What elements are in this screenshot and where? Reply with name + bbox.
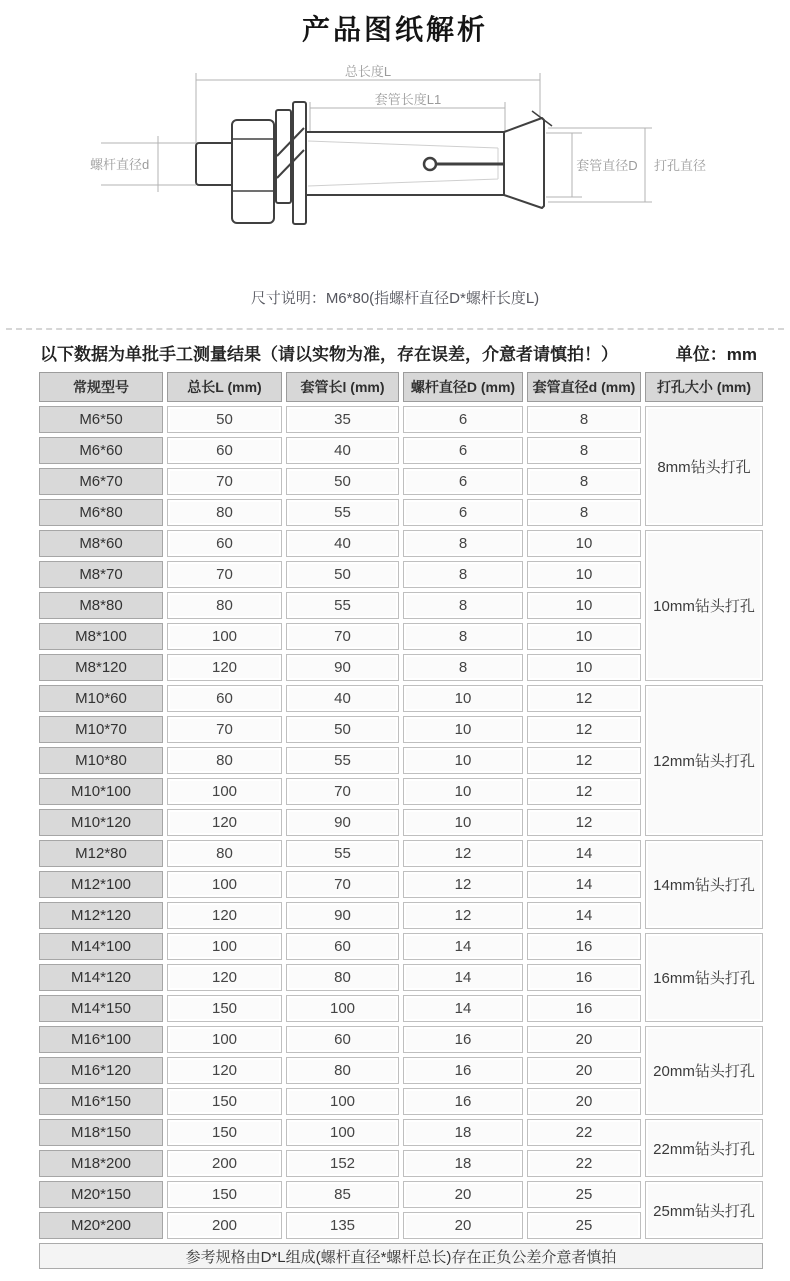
sleeve-length-cell: 40 — [286, 530, 399, 557]
table-footer-note: 参考规格由D*L组成(螺杆直径*螺杆总长)存在正负公差介意者慎拍 — [39, 1243, 763, 1269]
drill-size-cell: 25mm钻头打孔 — [645, 1181, 763, 1239]
model-cell: M6*80 — [39, 499, 163, 526]
table-row — [39, 1181, 763, 1208]
model-cell: M10*70 — [39, 716, 163, 743]
model-cell: M14*150 — [39, 995, 163, 1022]
screw-diameter-cell: 8 — [403, 530, 523, 557]
table-row — [39, 406, 763, 433]
anchor-bolt-diagram — [0, 60, 790, 275]
bolt-end-stub — [196, 143, 234, 185]
sleeve-diameter-cell: 10 — [527, 654, 641, 681]
screw-diameter-cell: 10 — [403, 716, 523, 743]
sleeve-length-cell: 152 — [286, 1150, 399, 1177]
table-row — [39, 1026, 763, 1053]
model-cell: M20*150 — [39, 1181, 163, 1208]
sleeve-diameter-cell: 22 — [527, 1150, 641, 1177]
sleeve-length-cell: 90 — [286, 902, 399, 929]
sleeve-length-cell: 50 — [286, 716, 399, 743]
sleeve-diameter-cell: 20 — [527, 1057, 641, 1084]
model-cell: M10*80 — [39, 747, 163, 774]
screw-diameter-cell: 10 — [403, 809, 523, 836]
sleeve-diameter-cell: 10 — [527, 623, 641, 650]
sleeve-length-cell: 70 — [286, 778, 399, 805]
total-length-cell: 100 — [167, 1026, 282, 1053]
flat-washer-flange — [293, 102, 306, 224]
total-length-cell: 80 — [167, 499, 282, 526]
total-length-cell: 120 — [167, 964, 282, 991]
model-cell: M8*100 — [39, 623, 163, 650]
drill-size-cell: 22mm钻头打孔 — [645, 1119, 763, 1177]
total-length-cell: 120 — [167, 654, 282, 681]
total-length-cell: 60 — [167, 437, 282, 464]
drill-size-cell: 8mm钻头打孔 — [645, 406, 763, 526]
screw-diameter-cell: 8 — [403, 623, 523, 650]
screw-diameter-cell: 12 — [403, 902, 523, 929]
total-length-cell: 150 — [167, 995, 282, 1022]
total-length-cell: 200 — [167, 1212, 282, 1239]
model-cell: M16*100 — [39, 1026, 163, 1053]
table-row — [39, 840, 763, 867]
screw-diameter-cell: 6 — [403, 468, 523, 495]
measure-note: 以下数据为单批手工测量结果（请以实物为准，存在误差，介意者请慎拍！） — [40, 345, 618, 364]
sleeve-length-cell: 100 — [286, 995, 399, 1022]
model-cell: M8*60 — [39, 530, 163, 557]
total-length-cell: 70 — [167, 561, 282, 588]
column-header-2: 套管长l (mm) — [286, 372, 399, 402]
sleeve-length-cell: 90 — [286, 654, 399, 681]
drill-size-cell: 20mm钻头打孔 — [645, 1026, 763, 1115]
sleeve-diameter-cell: 8 — [527, 468, 641, 495]
screw-diameter-cell: 18 — [403, 1119, 523, 1146]
model-cell: M16*120 — [39, 1057, 163, 1084]
sleeve-length-cell: 50 — [286, 468, 399, 495]
column-header-0: 常规型号 — [39, 372, 163, 402]
screw-diameter-cell: 8 — [403, 654, 523, 681]
screw-diameter-cell: 10 — [403, 685, 523, 712]
screw-diameter-cell: 14 — [403, 933, 523, 960]
total-length-cell: 200 — [167, 1150, 282, 1177]
total-length-cell: 80 — [167, 747, 282, 774]
screw-diameter-cell: 12 — [403, 840, 523, 867]
total-length-cell: 120 — [167, 1057, 282, 1084]
total-length-cell: 80 — [167, 840, 282, 867]
drill-size-cell: 12mm钻头打孔 — [645, 685, 763, 836]
sleeve-diameter-cell: 12 — [527, 809, 641, 836]
screw-diameter-cell: 14 — [403, 964, 523, 991]
model-cell: M14*100 — [39, 933, 163, 960]
column-header-3: 螺杆直径D (mm) — [403, 372, 523, 402]
total-length-cell: 50 — [167, 406, 282, 433]
drill-size-cell: 10mm钻头打孔 — [645, 530, 763, 681]
screw-diameter-cell: 16 — [403, 1026, 523, 1053]
sleeve-length-cell: 55 — [286, 499, 399, 526]
model-cell: M14*120 — [39, 964, 163, 991]
hex-nut — [232, 120, 274, 223]
sleeve-length-cell: 100 — [286, 1119, 399, 1146]
sleeve-diameter-cell: 22 — [527, 1119, 641, 1146]
sleeve-length-label: 套管长度L1 — [374, 92, 442, 107]
total-length-cell: 100 — [167, 933, 282, 960]
sleeve-diameter-cell: 20 — [527, 1088, 641, 1115]
screw-diameter-cell: 10 — [403, 778, 523, 805]
table-row — [39, 530, 763, 557]
total-length-label: 总长度L — [344, 64, 392, 79]
sleeve-length-cell: 40 — [286, 437, 399, 464]
sleeve-length-cell: 100 — [286, 1088, 399, 1115]
total-length-cell: 70 — [167, 468, 282, 495]
anchor-bolt-shape — [196, 102, 552, 224]
screw-diameter-label: 螺杆直径d — [90, 157, 150, 172]
total-length-cell: 150 — [167, 1119, 282, 1146]
table-header-row — [39, 372, 763, 402]
screw-diameter-cell: 16 — [403, 1057, 523, 1084]
model-cell: M10*120 — [39, 809, 163, 836]
spring-washer — [276, 110, 291, 203]
model-cell: M18*200 — [39, 1150, 163, 1177]
sleeve-length-cell: 60 — [286, 1026, 399, 1053]
sleeve-length-cell: 85 — [286, 1181, 399, 1208]
model-cell: M16*150 — [39, 1088, 163, 1115]
sleeve-diameter-cell: 12 — [527, 778, 641, 805]
sleeve-diameter-cell: 12 — [527, 685, 641, 712]
model-cell: M10*100 — [39, 778, 163, 805]
sleeve-length-cell: 55 — [286, 747, 399, 774]
model-cell: M12*100 — [39, 871, 163, 898]
screw-diameter-cell: 20 — [403, 1181, 523, 1208]
total-length-cell: 150 — [167, 1088, 282, 1115]
sleeve-diameter-cell: 16 — [527, 933, 641, 960]
sleeve-diameter-cell: 16 — [527, 995, 641, 1022]
model-cell: M12*120 — [39, 902, 163, 929]
model-cell: M8*120 — [39, 654, 163, 681]
table-row — [39, 685, 763, 712]
screw-diameter-cell: 12 — [403, 871, 523, 898]
table-row — [39, 933, 763, 960]
total-length-cell: 60 — [167, 685, 282, 712]
model-cell: M6*70 — [39, 468, 163, 495]
sleeve-length-cell: 90 — [286, 809, 399, 836]
sleeve-length-cell: 35 — [286, 406, 399, 433]
sleeve-length-cell: 55 — [286, 840, 399, 867]
column-header-5: 打孔大小 (mm) — [645, 372, 763, 402]
total-length-cell: 60 — [167, 530, 282, 557]
sleeve-diameter-cell: 10 — [527, 561, 641, 588]
table-caption — [0, 340, 790, 365]
column-header-1: 总长L (mm) — [167, 372, 282, 402]
hole-diameter-label: 打孔直径 — [653, 158, 707, 173]
screw-diameter-cell: 8 — [403, 592, 523, 619]
total-length-cell: 80 — [167, 592, 282, 619]
sleeve-diameter-cell: 25 — [527, 1212, 641, 1239]
sleeve-diameter-cell: 14 — [527, 902, 641, 929]
sleeve-length-cell: 70 — [286, 623, 399, 650]
model-cell: M6*50 — [39, 406, 163, 433]
model-cell: M8*80 — [39, 592, 163, 619]
model-cell: M12*80 — [39, 840, 163, 867]
total-length-cell: 100 — [167, 778, 282, 805]
model-cell: M18*150 — [39, 1119, 163, 1146]
sleeve-length-cell: 135 — [286, 1212, 399, 1239]
screw-diameter-cell: 18 — [403, 1150, 523, 1177]
sleeve-diameter-cell: 8 — [527, 437, 641, 464]
sleeve-diameter-cell: 25 — [527, 1181, 641, 1208]
screw-diameter-cell: 14 — [403, 995, 523, 1022]
unit-note: 单位：mm — [675, 345, 757, 364]
sleeve-length-cell: 80 — [286, 964, 399, 991]
sleeve-diameter-cell: 12 — [527, 747, 641, 774]
drill-size-cell: 14mm钻头打孔 — [645, 840, 763, 929]
table-row — [39, 1119, 763, 1146]
sleeve-length-cell: 70 — [286, 871, 399, 898]
sleeve-length-cell: 50 — [286, 561, 399, 588]
model-cell: M20*200 — [39, 1212, 163, 1239]
sleeve-diameter-cell: 10 — [527, 592, 641, 619]
screw-diameter-cell: 16 — [403, 1088, 523, 1115]
model-cell: M10*60 — [39, 685, 163, 712]
sleeve-diameter-cell: 16 — [527, 964, 641, 991]
total-length-cell: 100 — [167, 623, 282, 650]
sleeve-length-cell: 60 — [286, 933, 399, 960]
model-cell: M6*60 — [39, 437, 163, 464]
cotter-pin-eye — [424, 158, 436, 170]
drill-size-cell: 16mm钻头打孔 — [645, 933, 763, 1022]
sleeve-diameter-label: 套管直径D — [576, 158, 638, 173]
spec-table — [35, 368, 767, 1273]
total-length-cell: 120 — [167, 902, 282, 929]
screw-diameter-cell: 8 — [403, 561, 523, 588]
expansion-cone-tip — [504, 118, 544, 208]
dotted-divider — [6, 328, 784, 330]
screw-diameter-cell: 10 — [403, 747, 523, 774]
sleeve-length-cell: 40 — [286, 685, 399, 712]
total-length-cell: 120 — [167, 809, 282, 836]
sleeve-diameter-cell: 8 — [527, 406, 641, 433]
sleeve-diameter-cell: 8 — [527, 499, 641, 526]
page-title: 产品图纸解析 — [301, 14, 488, 45]
column-header-4: 套管直径d (mm) — [527, 372, 641, 402]
screw-diameter-cell: 6 — [403, 499, 523, 526]
total-length-cell: 100 — [167, 871, 282, 898]
size-note: 尺寸说明：M6*80(指螺杆直径D*螺杆长度L) — [250, 290, 540, 307]
model-cell: M8*70 — [39, 561, 163, 588]
sleeve-diameter-cell: 12 — [527, 716, 641, 743]
technical-drawing-section — [0, 60, 790, 275]
screw-diameter-cell: 20 — [403, 1212, 523, 1239]
sleeve-diameter-cell: 20 — [527, 1026, 641, 1053]
sleeve-diameter-cell: 14 — [527, 871, 641, 898]
sleeve-diameter-cell: 10 — [527, 530, 641, 557]
screw-diameter-cell: 6 — [403, 437, 523, 464]
sleeve-length-cell: 80 — [286, 1057, 399, 1084]
sleeve-diameter-cell: 14 — [527, 840, 641, 867]
total-length-cell: 70 — [167, 716, 282, 743]
total-length-cell: 150 — [167, 1181, 282, 1208]
table-footer-row — [39, 1243, 763, 1269]
sleeve-length-cell: 55 — [286, 592, 399, 619]
screw-diameter-cell: 6 — [403, 406, 523, 433]
